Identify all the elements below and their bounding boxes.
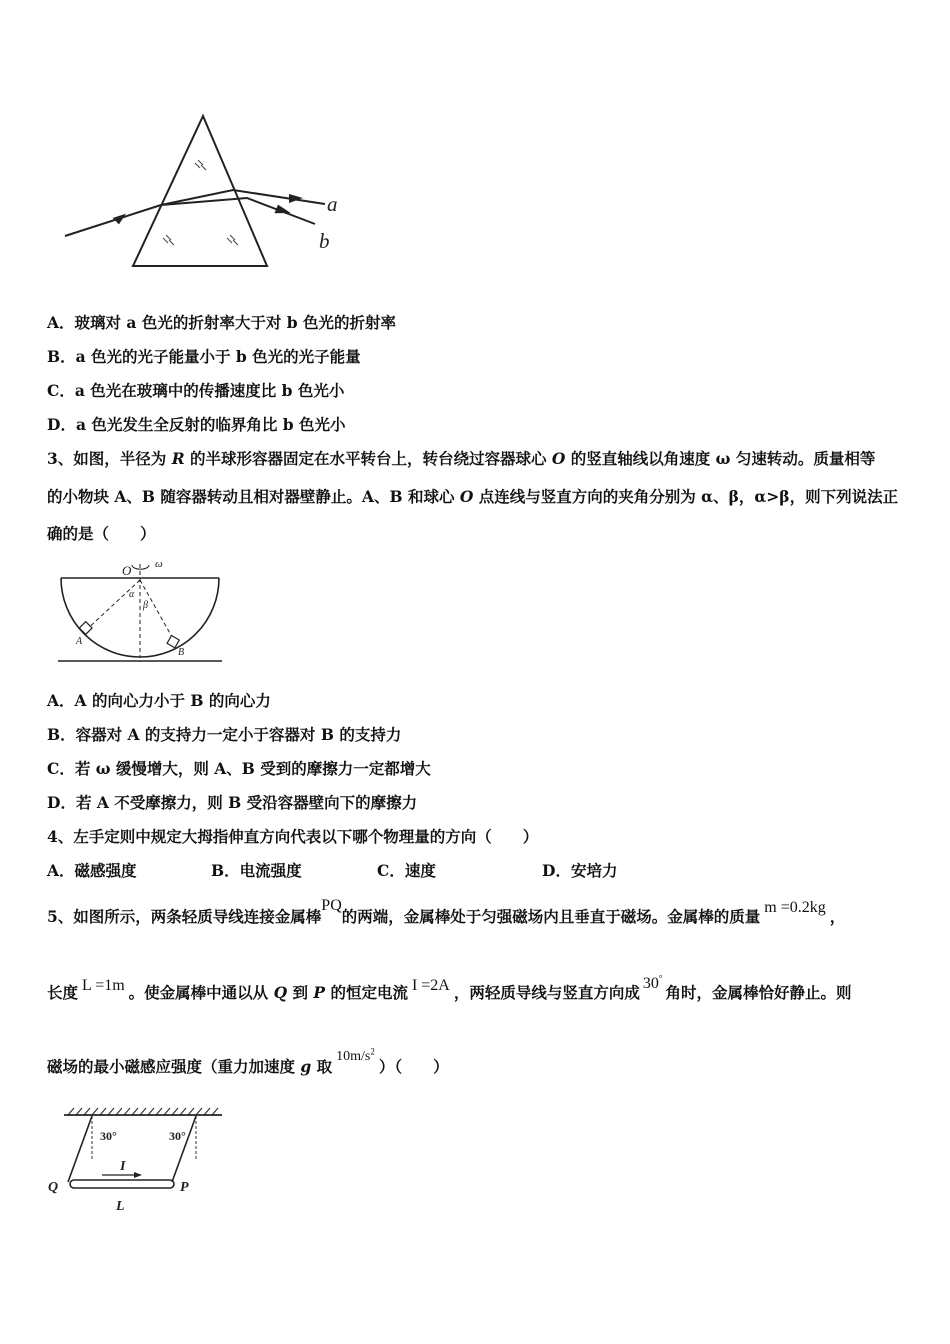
q2-option-d: D．a 色光发生全反射的临界角比 b 色光小: [47, 415, 346, 434]
q3-option-d: D．若 A 不受摩擦力，则 B 受沿容器壁向下的摩擦力: [47, 793, 418, 812]
radius-symbol: R: [171, 449, 185, 468]
hemisphere-figure: [52, 556, 232, 671]
beta-label: β: [143, 600, 148, 611]
prism-outline: [133, 116, 267, 266]
q3-option-c: C．若 ω 缓慢增大，则 A、B 受到的摩擦力一定都增大: [47, 759, 431, 778]
metal-rod: [70, 1180, 174, 1188]
length-value: L =1m: [82, 977, 125, 994]
q4-option-a: A．磁感强度: [47, 861, 137, 880]
rod-figure: [44, 1104, 234, 1216]
prism-figure: [55, 108, 355, 278]
block-b: [167, 636, 179, 648]
ray-a-label: a: [327, 192, 338, 216]
q4-option-c: C．速度: [377, 861, 436, 880]
q2-option-a: A．玻璃对 a 色光的折射率大于对 b 色光的折射率: [47, 313, 396, 332]
mass-value: m =0.2kg: [764, 899, 826, 916]
left-angle-label: 30°: [100, 1129, 117, 1143]
q4-stem: 4、左手定则中规定大拇指伸直方向代表以下哪个物理量的方向（ ）: [47, 827, 539, 846]
q3-option-a: A．A 的向心力小于 B 的向心力: [47, 691, 271, 710]
center-symbol: O: [551, 449, 566, 468]
q4-option-d: D．安培力: [542, 861, 618, 880]
q5-stem-line1: 5、如图所示，两条轻质导线连接金属棒PQ的两端，金属棒处于匀强磁场内且垂直于磁场。金属棒的质量 m =0.2kg ，: [47, 897, 846, 926]
p-end-label: P: [180, 1180, 189, 1195]
q5-stem-line3: 磁场的最小磁感应强度（重力加速度 g 取$10m/s^2$）（ ）: [47, 1046, 449, 1076]
bowl-outline: [61, 578, 219, 657]
arrow-a: [289, 194, 303, 203]
ray-b-label: b: [319, 229, 330, 253]
right-angle-label: 30°: [169, 1129, 186, 1143]
point-a-label: A: [76, 636, 83, 647]
incident-ray: [65, 205, 161, 236]
length-label: L: [116, 1199, 125, 1214]
right-wire: [172, 1116, 196, 1182]
q3-stem-line1: 3、如图，半径为 R 的半球形容器固定在水平转台上，转台绕过容器球心 O 的竖直轴线以角速度 ω 匀速转动。质量相等: [47, 449, 876, 468]
angle-value: 30°: [642, 973, 663, 992]
current-label: I: [120, 1159, 126, 1174]
current-value: I =2A: [411, 977, 450, 994]
q2-option-b: B．a 色光的光子能量小于 b 色光的光子能量: [47, 347, 361, 366]
alpha-label: α: [129, 589, 135, 600]
q4-option-b: B．电流强度: [211, 861, 302, 880]
q3-stem-line2: 的小物块 A、B 随容器转动且相对器壁静止。A、B 和球心 O 点连线与竖直方向的夹角分别为 α、β，α>β，则下列说法正: [47, 487, 899, 506]
omega-label: ω: [155, 558, 163, 570]
center-label: O: [122, 563, 132, 578]
block-a: [79, 622, 92, 635]
q3-option-b: B．容器对 A 的支持力一定小于容器对 B 的支持力: [47, 725, 402, 744]
q3-stem-line3: 确的是（ ）: [47, 524, 156, 543]
point-b-label: B: [178, 647, 185, 658]
current-arrow-head: [134, 1172, 142, 1178]
radius-b: [140, 580, 176, 644]
left-wire: [68, 1116, 92, 1182]
q5-stem-line2: 长度 L =1m 。使金属棒中通以从 Q 到 P 的恒定电流 I =2A ，两轻质导线与竖直方向成 30°角时，金属棒恰好静止。则: [47, 973, 852, 1002]
rod-symbol: PQ: [321, 897, 342, 914]
radius-a: [84, 580, 140, 632]
gravity-value: $10m/s^2$: [336, 1046, 375, 1064]
q2-option-c: C．a 色光在玻璃中的传播速度比 b 色光小: [47, 381, 345, 400]
q-end-label: Q: [48, 1180, 59, 1195]
